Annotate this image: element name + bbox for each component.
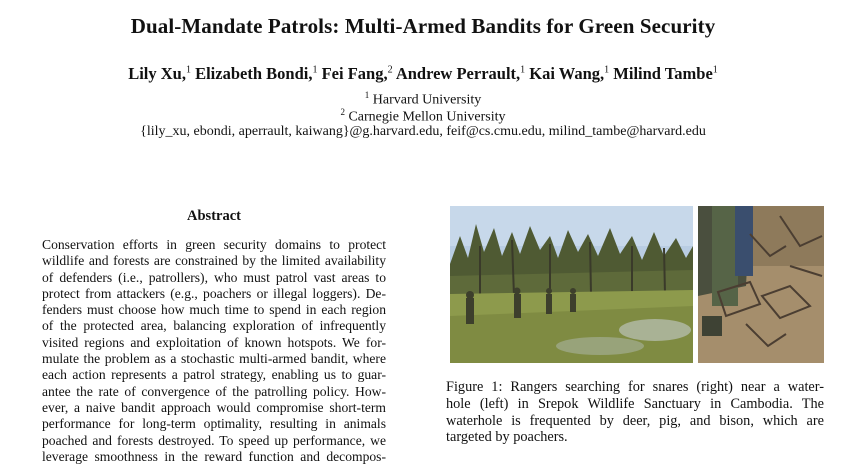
author-emails: {lily_xu, ebondi, aperrault, kaiwang}@g.harvard.edu, feif@cs.cmu.edu, milind_tambe@harvard.edu [140, 124, 706, 139]
abstract-line: of the protected area, balancing exploration of infrequently [42, 318, 386, 334]
author: Fei Fang,$^2$ [321, 64, 393, 83]
author-list [0, 64, 846, 84]
abstract-body [42, 237, 386, 465]
figure-1 [450, 206, 824, 363]
author: Elizabeth Bondi,$^1$ [195, 64, 318, 83]
caption-line: waterhole is frequented by deer, pig, and bison, which are [446, 412, 824, 429]
abstract-line: ever, a naive bandit approach would compromise short-term [42, 399, 386, 415]
figure-photos [450, 206, 824, 363]
author: Andrew Perrault,$^1$ [395, 64, 526, 83]
caption-line: targeted by poachers. [446, 429, 568, 446]
abstract-heading: Abstract [187, 208, 241, 224]
caption-line: hole (left) in Srepok Wildlife Sanctuary in Cambodia. The [446, 395, 824, 412]
abstract-line: protect from attackers (e.g., poachers or illegal loggers). De- [42, 285, 386, 301]
affiliation: $^2$ Carnegie Mellon University [340, 107, 506, 125]
abstract-line: antee the rate of convergence of the patrolling policy. How- [42, 383, 386, 399]
abstract-line: mulate the problem as a stochastic multi-armed bandit, where [42, 351, 386, 367]
caption-line: Figure 1: Rangers searching for snares (right) near a water- [446, 379, 824, 395]
snares-photo [698, 206, 824, 363]
abstract-line: fenders must choose how much time to spend in each region [42, 302, 386, 318]
abstract-line: leverage smoothness in the reward function and decompos- [42, 448, 386, 464]
author: Lily Xu,$^1$ [128, 64, 191, 83]
author: Milind Tambe$^1$ [613, 64, 718, 83]
abstract-line: Conservation efforts in green security domains to protect [42, 237, 386, 252]
abstract-line: wildlife and forests are constrained by the limited availability [42, 253, 386, 269]
abstract-line: each action represents a patrol strategy, enabling us to guar- [42, 367, 386, 383]
abstract-line: poached and forests destroyed. To speed up performance, we [42, 432, 386, 448]
waterhole-photo [450, 206, 693, 363]
figure-caption [446, 379, 824, 446]
abstract-line: of defenders (i.e., patrollers), who must patrol vast areas to [42, 269, 386, 285]
affiliation: $^1$ Harvard University [364, 90, 482, 108]
paper-title: Dual-Mandate Patrols: Multi-Armed Bandits for Green Security [130, 14, 716, 38]
abstract-line: performance for long-term optimality, resulting in animals [42, 416, 386, 432]
author: Kai Wang,$^1$ [529, 64, 610, 83]
abstract-line: visited regions and exploitation of known hotspots. We for- [42, 334, 386, 350]
